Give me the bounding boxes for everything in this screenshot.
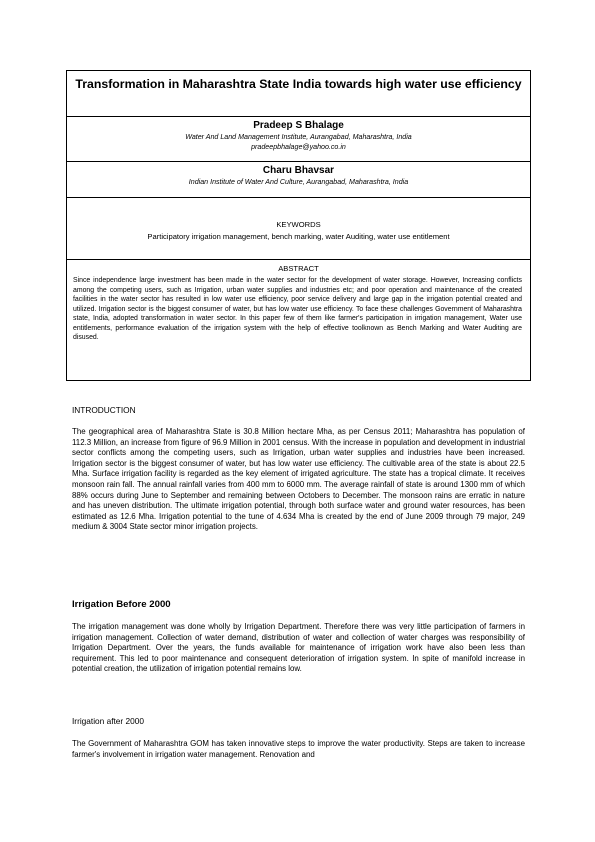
author-affiliation-1: Water And Land Management Institute, Aurangabad, Maharashtra, India <box>185 133 412 141</box>
keywords-cell <box>67 197 530 260</box>
paper-header-table <box>66 70 531 381</box>
abstract-text: Since independence large investment has been made in the water sector for the development of water storage. However, Increasing conflicts among the competing users, such as Irrigation, urban water supplies and industries etc; and poor operation and maintenance of the created facilities in the water sector has resulted in low water use efficiency, poor service delivery and large gap in the irrigation potential created and utilized. Irrigation sector is the biggest consumer of water, but has low water use efficiency. To face these challenges Government of Maharashtra state, India, adopted transformation in water sector. In this paper few of them like farmer's participation in irrigation management, Water use entitlements, performance evaluation of the irrigation system with the help of effective toolknown as Bench Marking and Water Auditing are disused. <box>73 277 522 341</box>
author-name-1: Pradeep S Bhalage <box>253 120 344 131</box>
abstract-heading: ABSTRACT <box>278 264 319 273</box>
author-name-2: Charu Bhavsar <box>262 165 335 176</box>
paper-title: Transformation in Maharashtra State India towards high water use efficiency <box>75 77 522 91</box>
author-email-1: pradeepbhalage@yahoo.co.in <box>251 143 346 151</box>
after-2000-paragraph: The Government of Maharashtra GOM has taken innovative steps to improve the water productivity. Steps are taken to increase farmer's involvement in irrigation water management. Renovation and <box>72 739 525 759</box>
keywords-heading: KEYWORDS <box>276 220 321 229</box>
keywords-text: Participatory irrigation management, bench marking, water Auditing, water use entitlement <box>147 232 450 241</box>
author-affiliation-2: Indian Institute of Water And Culture, Aurangabad, Maharashtra, India <box>188 178 409 186</box>
abstract-cell <box>67 259 530 382</box>
author-cell-1 <box>67 116 530 162</box>
after-2000-heading: Irrigation after 2000 <box>72 716 144 726</box>
introduction-paragraph: The geographical area of Maharashtra State is 30.8 Million hectare Mha, as per Census 2011; Maharashtra has population of 112.3 Million, an increase from figure of 96.9 Million in 2001 census. With the increase in population and development in industrial sector conflicts among the competing users, such as Irrigation, urban water supplies and industries have been increased. Irrigation sector is the biggest consumer of water, but has low water use efficiency. The cultivable area of the state is about 22.5 Mha. Surface irrigation facility is regarded as the key element of irrigated agriculture. The state has a tropical climate. It receives monsoon rain fall. The annual rainfall varies from 400 mm to 6000 mm. The average rainfall of state is around 1300 mm of which 88% occurs during June to September and remaining between Octobers to December. The monsoon rains are erratic in nature and has uneven distribution. The ultimate irrigation potential, through both surface water and ground water resources, has been estimated as 12.6 Mha. Irrigation potential to the tune of 4.634 Mha is created by the end of June 2009 through 79 major, 249 medium & 3004 State sector minor irrigation projects. <box>72 427 525 532</box>
author-cell-2 <box>67 161 530 198</box>
title-cell <box>67 71 530 117</box>
before-2000-heading: Irrigation Before 2000 <box>72 599 171 610</box>
introduction-heading: INTRODUCTION <box>72 405 136 415</box>
before-2000-paragraph: The irrigation management was done wholly by Irrigation Department. Therefore there was very little participation of farmers in irrigation management. Collection of water demand, distribution of water and collection of water charges was responsibility of Irrigation Department. Over the years, the funds available for maintenance of irrigation work have also been less than requirement. This led to poor maintenance and consequent deterioration of irrigation system. In spite of manifold increase in potential creation, the utilization of irrigation potential remains low. <box>72 622 525 674</box>
